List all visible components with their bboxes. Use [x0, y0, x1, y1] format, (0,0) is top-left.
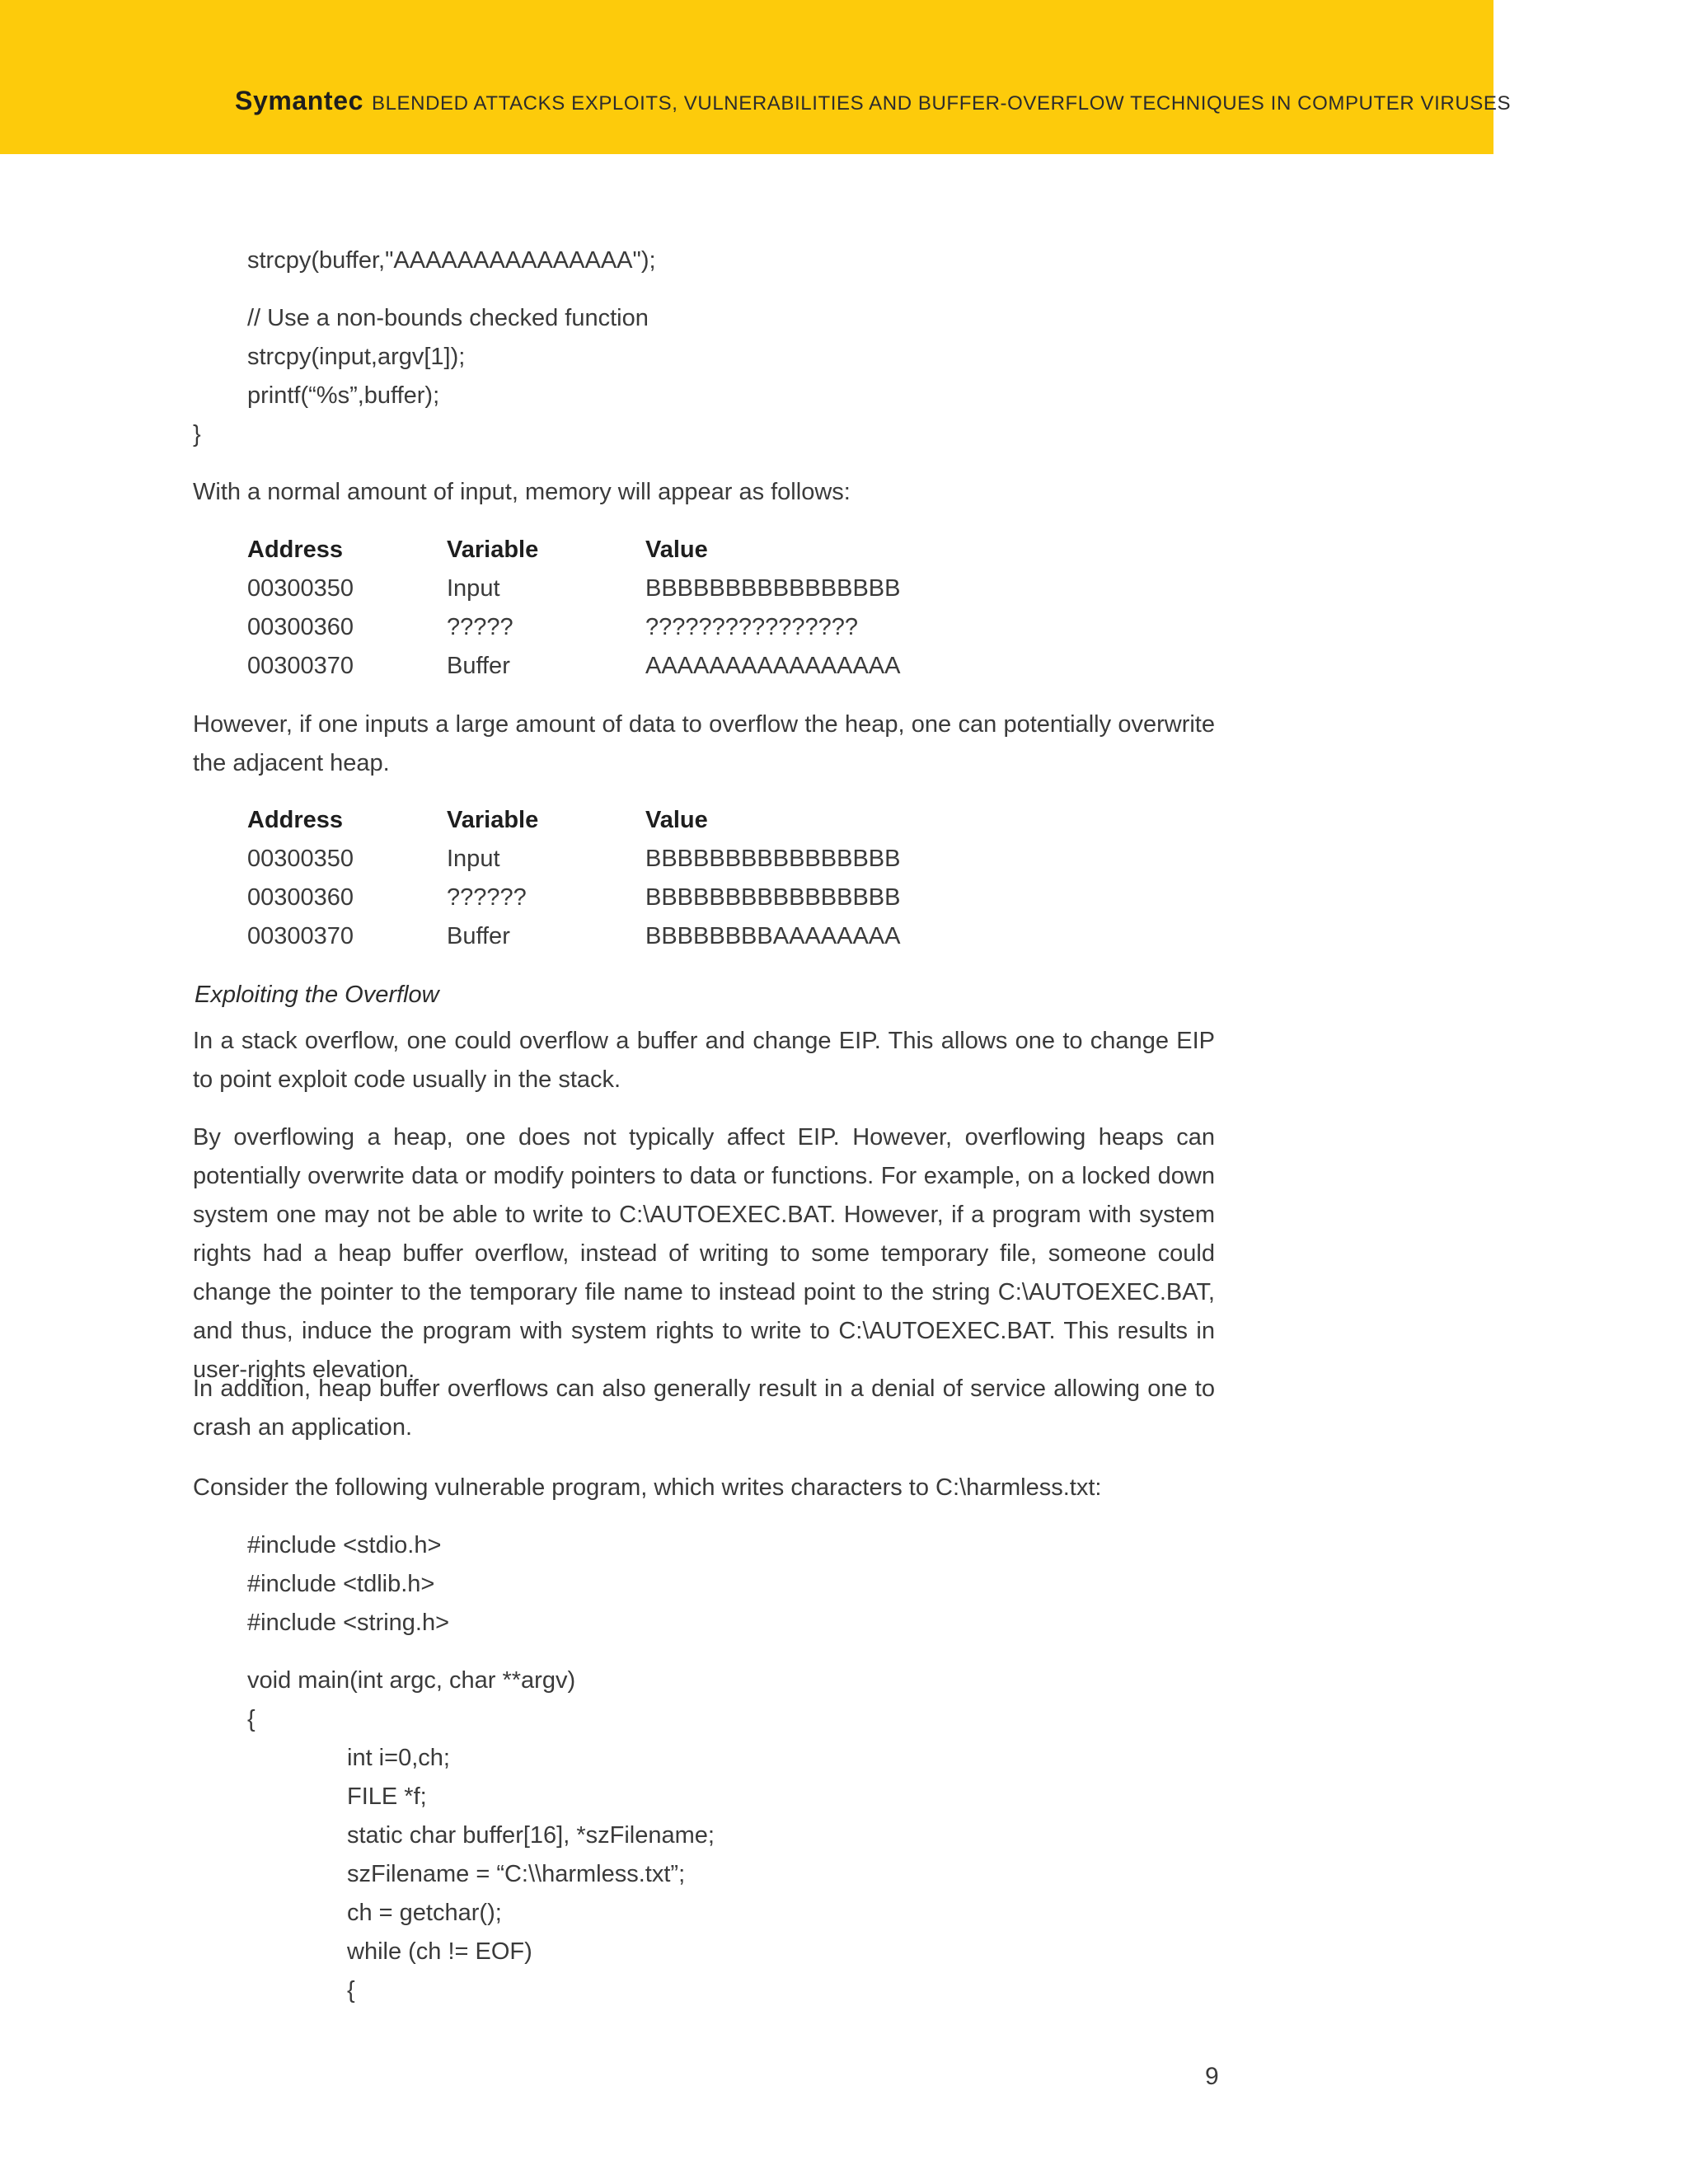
variable-cell: Input [447, 846, 500, 872]
code-line: printf(“%s”,buffer); [247, 382, 440, 409]
paragraph-denial-of-service: In addition, heap buffer overflows can also generally result in a denial of service allowing one to crash an application. [193, 1376, 1215, 1441]
variable-cell: ?????? [447, 884, 527, 911]
code-line: strcpy(input,argv[1]); [247, 344, 466, 370]
column-header-address: Address [247, 537, 344, 563]
column-header-address: Address [247, 807, 344, 833]
section-heading: Exploiting the Overflow [195, 982, 439, 1008]
code-comment: // Use a non-bounds checked function [247, 305, 649, 331]
code-line: FILE *f; [347, 1783, 427, 1810]
code-line: szFilename = “C:\\harmless.txt”; [347, 1861, 686, 1887]
code-open-brace: { [247, 1706, 256, 1732]
paragraph-stack-overflow: In a stack overflow, one could overflow a buffer and change EIP. This allows one to change EIP to point exploit code usually in the stack. [193, 1028, 1215, 1093]
code-closing-brace: } [193, 421, 201, 448]
paragraph-normal-input: With a normal amount of input, memory will appear as follows: [193, 479, 851, 505]
code-include: #include <string.h> [247, 1610, 450, 1636]
value-cell: ???????????????? [645, 614, 859, 640]
address-cell: 00300370 [247, 653, 354, 679]
document-title: BLENDED ATTACKS EXPLOITS, VULNERABILITIES AND BUFFER-OVERFLOW TECHNIQUES IN COMPUTER VIRUSES [372, 92, 1512, 115]
code-inner-brace: { [347, 1977, 355, 2004]
value-cell: BBBBBBBBBBBBBBBB [645, 575, 901, 602]
address-cell: 00300370 [247, 923, 354, 949]
variable-cell: Buffer [447, 923, 510, 949]
code-main-signature: void main(int argc, char **argv) [247, 1667, 576, 1694]
page-number: 9 [1205, 2063, 1219, 2090]
address-cell: 00300360 [247, 614, 354, 640]
paragraph-heap-overflow: By overflowing a heap, one does not typically affect EIP. However, overflowing heaps can potentially overwrite data or modify pointers to data or functions. For example, on a locked down system one may not be able to write to C:\AUTOEXEC.BAT. However, if a program with system rights had a heap buffer overflow, instead of writing to some temporary file, someone could change the pointer to the temporary file name to instead point to the string C:\AUTOEXEC.BAT, and thus, induce the program with system rights to write to C:\AUTOEXEC.BAT. This results in user-rights elevation. [193, 1124, 1215, 1383]
address-cell: 00300360 [247, 884, 354, 911]
paragraph-consider: Consider the following vulnerable program, which writes characters to C:\harmless.txt: [193, 1474, 1102, 1501]
variable-cell: Buffer [447, 653, 510, 679]
value-cell: AAAAAAAAAAAAAAAA [645, 653, 901, 679]
address-cell: 00300350 [247, 575, 354, 602]
column-header-value: Value [645, 537, 708, 563]
code-line: int i=0,ch; [347, 1745, 450, 1771]
column-header-value: Value [645, 807, 708, 833]
variable-cell: ????? [447, 614, 513, 640]
code-line: static char buffer[16], *szFilename; [347, 1822, 715, 1849]
code-include: #include <tdlib.h> [247, 1571, 435, 1597]
running-header [235, 86, 1511, 116]
value-cell: BBBBBBBBBBBBBBBB [645, 846, 901, 872]
column-header-variable: Variable [447, 807, 539, 833]
header-band [0, 0, 1493, 154]
code-include: #include <stdio.h> [247, 1532, 442, 1558]
value-cell: BBBBBBBBBBBBBBBB [645, 884, 901, 911]
address-cell: 00300350 [247, 846, 354, 872]
value-cell: BBBBBBBBAAAAAAAA [645, 923, 901, 949]
brand-name: Symantec [235, 86, 363, 115]
variable-cell: Input [447, 575, 500, 602]
code-line: while (ch != EOF) [347, 1938, 532, 1965]
column-header-variable: Variable [447, 537, 539, 563]
code-line: strcpy(buffer,"AAAAAAAAAAAAAAA"); [247, 247, 656, 274]
code-line: ch = getchar(); [347, 1900, 502, 1926]
paragraph-however: However, if one inputs a large amount of data to overflow the heap, one can potentially overwrite the adjacent heap. [193, 711, 1215, 776]
